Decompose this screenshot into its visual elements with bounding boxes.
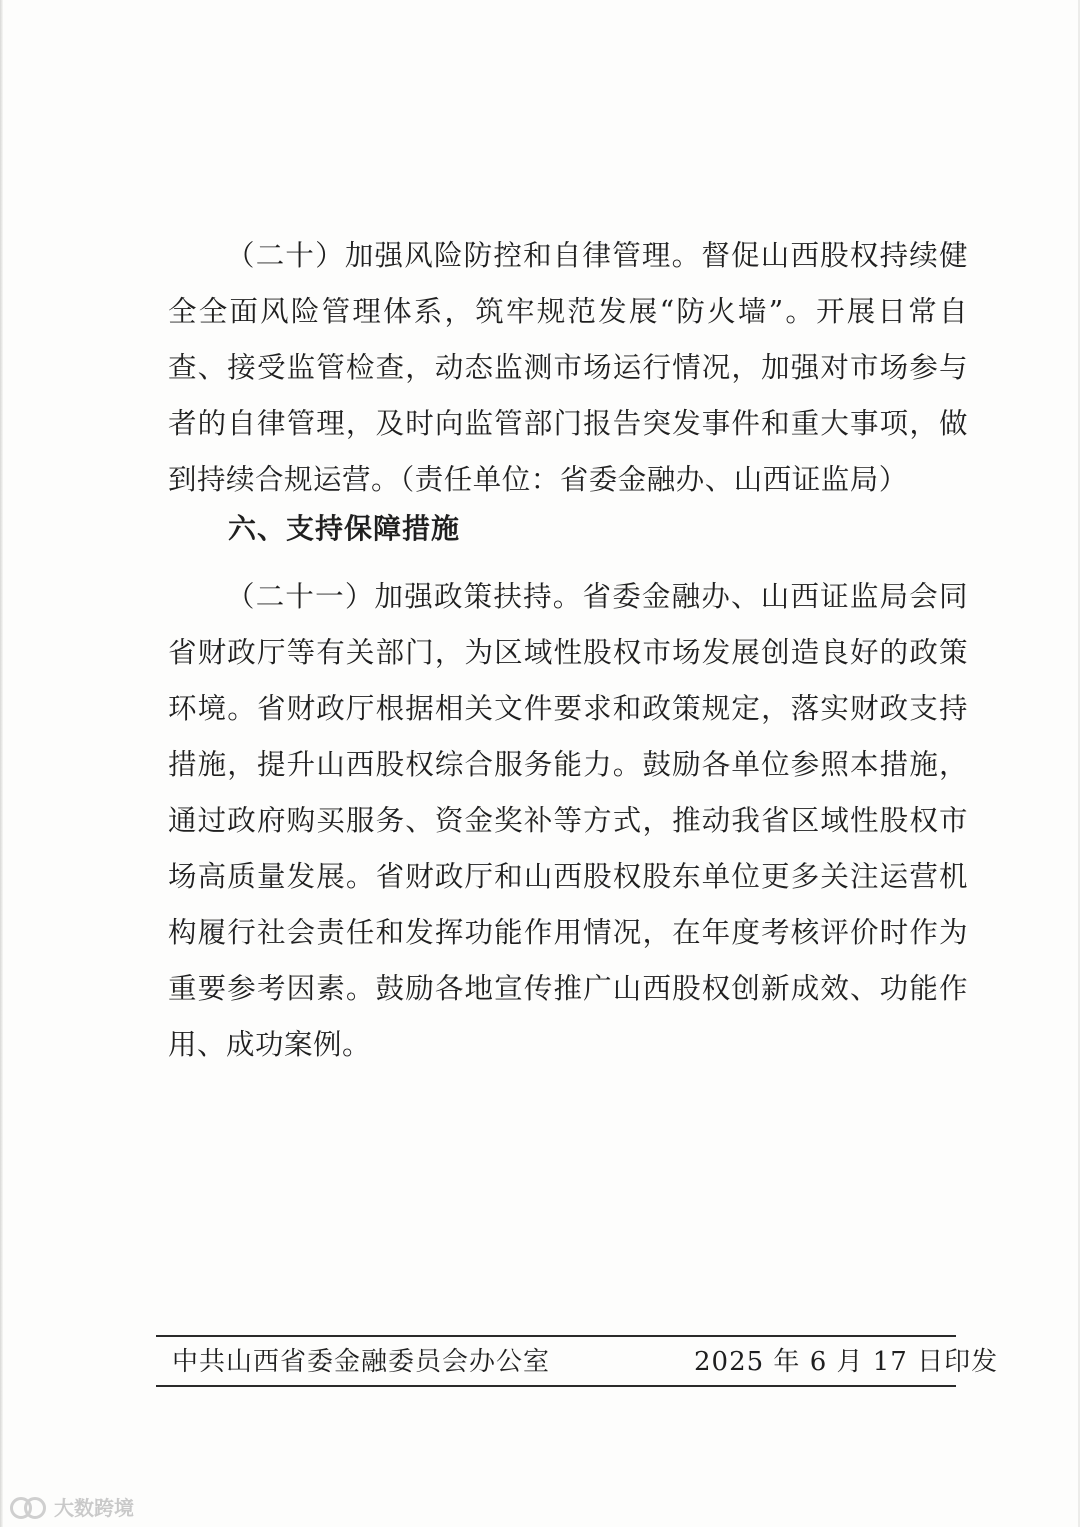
footer-rule-bottom [156, 1385, 956, 1387]
page-left-edge [0, 0, 3, 1527]
footer-issuer: 中共山西省委金融委员会办公室 [172, 1347, 551, 1377]
infinity-logo-icon [10, 1496, 48, 1518]
watermark-text: 大数跨境 [54, 1496, 134, 1520]
watermark [10, 1492, 134, 1521]
paragraph-21: （二十一）加强政策扶持。省委金融办、山西证监局会同省财政厅等有关部门，为区域性股权市场发展创造良好的政策环境。省财政厅根据相关文件要求和政策规定，落实财政支持措施，提升山西股权综合服务能力。鼓励各单位参照本措施，通过政府购买服务、资金奖补等方式，推动我省区域性股权市场高质量发展。省财政厅和山西股权股东单位更多关注运营机构履行社会责任和发挥功能作用情况，在年度考核评价时作为重要参考因素。鼓励各地宣传推广山西股权创新成效、功能作用、成功案例。 [168, 580, 968, 1061]
footer-date: 2025 年 6 月 17 日印发 [694, 1347, 999, 1377]
paragraph-20: （二十）加强风险防控和自律管理。督促山西股权持续健全全面风险管理体系，筑牢规范发展“防火墙”。开展日常自查、接受监管检查，动态监测市场运行情况，加强对市场参与者的自律管理，及时向监管部门报告突发事件和重大事项，做到持续合规运营。（责任单位：省委金融办、山西证监局） [168, 239, 968, 496]
footer-rule-top [156, 1335, 956, 1337]
section-6-heading: 六、支持保障措施 [228, 512, 461, 545]
